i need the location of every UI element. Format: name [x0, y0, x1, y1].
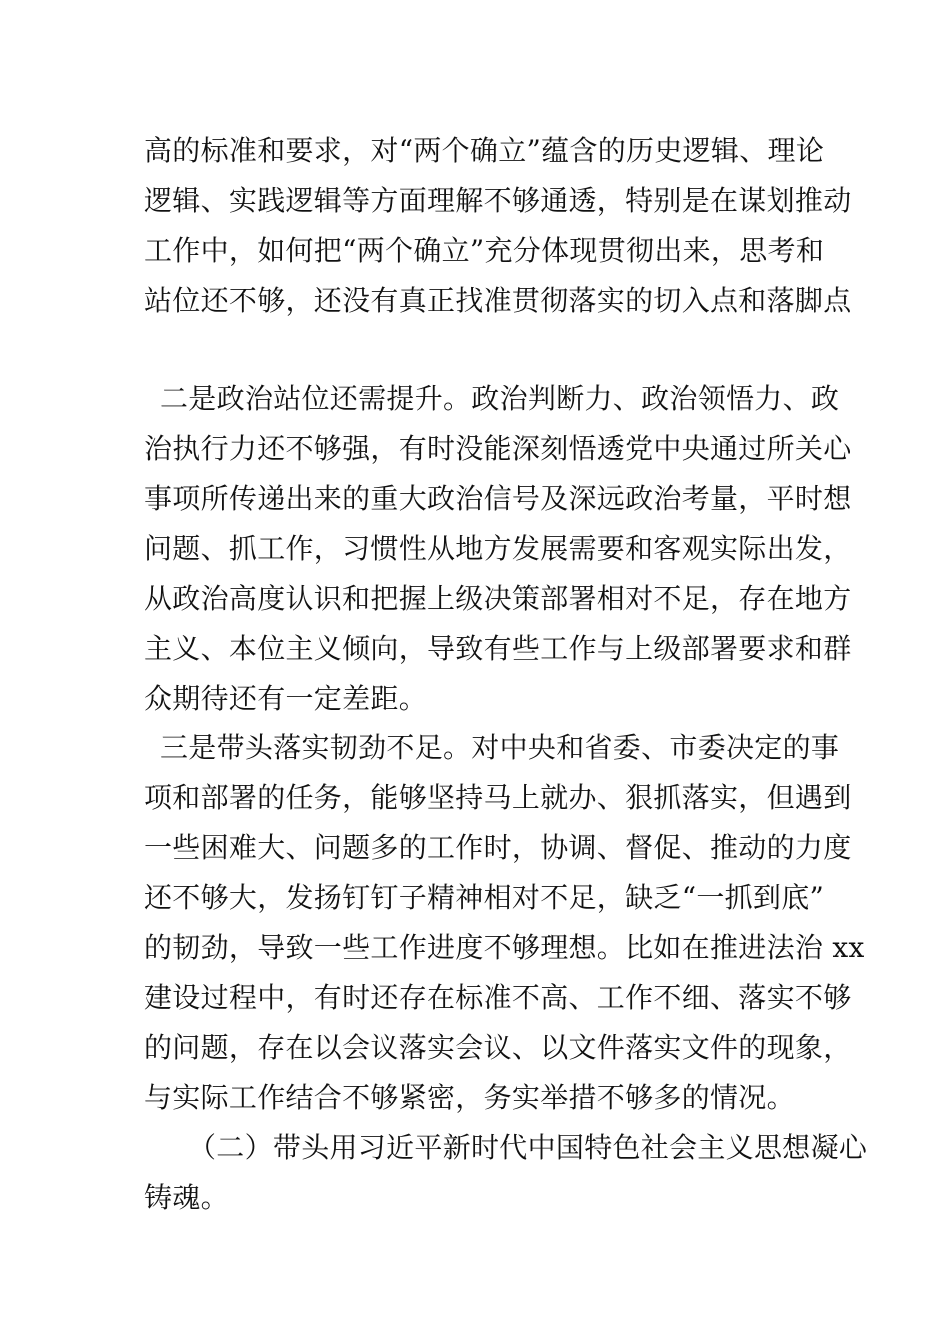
- paragraph-1-line: 工作中，如何把“两个确立”充分体现贯彻出来，思考和: [144, 234, 825, 267]
- paragraph-2-line: 问题、抓工作，习惯性从地方发展需要和客观实际出发，: [144, 532, 852, 565]
- paragraph-3-line: 的韧劲，导致一些工作进度不够理想。比如在推进法治 xx: [144, 931, 865, 964]
- paragraph-2-line: 二是政治站位还需提升。政治判断力、政治领悟力、政: [160, 382, 840, 415]
- paragraph-3-line: 的问题，存在以会议落实会议、以文件落实文件的现象，: [144, 1031, 852, 1064]
- paragraph-3-line: 建设过程中，有时还存在标准不高、工作不细、落实不够: [144, 981, 852, 1014]
- section-heading-line: （二）带头用习近平新时代中国特色社会主义思想凝心: [188, 1131, 868, 1164]
- section-heading-line: 铸魂。: [144, 1181, 229, 1214]
- paragraph-1-line: 站位还不够，还没有真正找准贯彻落实的切入点和落脚点: [144, 284, 852, 317]
- paragraph-2-line: 从政治高度认识和把握上级决策部署相对不足，存在地方: [144, 582, 852, 615]
- paragraph-3-line: 三是带头落实韧劲不足。对中央和省委、市委决定的事: [160, 731, 840, 764]
- paragraph-3-line: 一些困难大、问题多的工作时，协调、督促、推动的力度: [144, 831, 852, 864]
- paragraph-2-line: 众期待还有一定差距。: [144, 682, 428, 715]
- paragraph-3-line: 与实际工作结合不够紧密，务实举措不够多的情况。: [144, 1081, 795, 1114]
- paragraph-2-line: 治执行力还不够强，有时没能深刻悟透党中央通过所关心: [144, 432, 852, 465]
- paragraph-3-line: 还不够大，发扬钉钉子精神相对不足，缺乏“一抓到底”: [144, 881, 825, 914]
- paragraph-1-line: 高的标准和要求，对“两个确立”蕴含的历史逻辑、理论: [144, 134, 825, 167]
- paragraph-2-line: 事项所传递出来的重大政治信号及深远政治考量，平时想: [144, 482, 852, 515]
- paragraph-1-line: 逻辑、实践逻辑等方面理解不够通透，特别是在谋划推动: [144, 184, 852, 217]
- paragraph-3-line: 项和部署的任务，能够坚持马上就办、狠抓落实，但遇到: [144, 781, 852, 814]
- paragraph-2-line: 主义、本位主义倾向，导致有些工作与上级部署要求和群: [144, 632, 852, 665]
